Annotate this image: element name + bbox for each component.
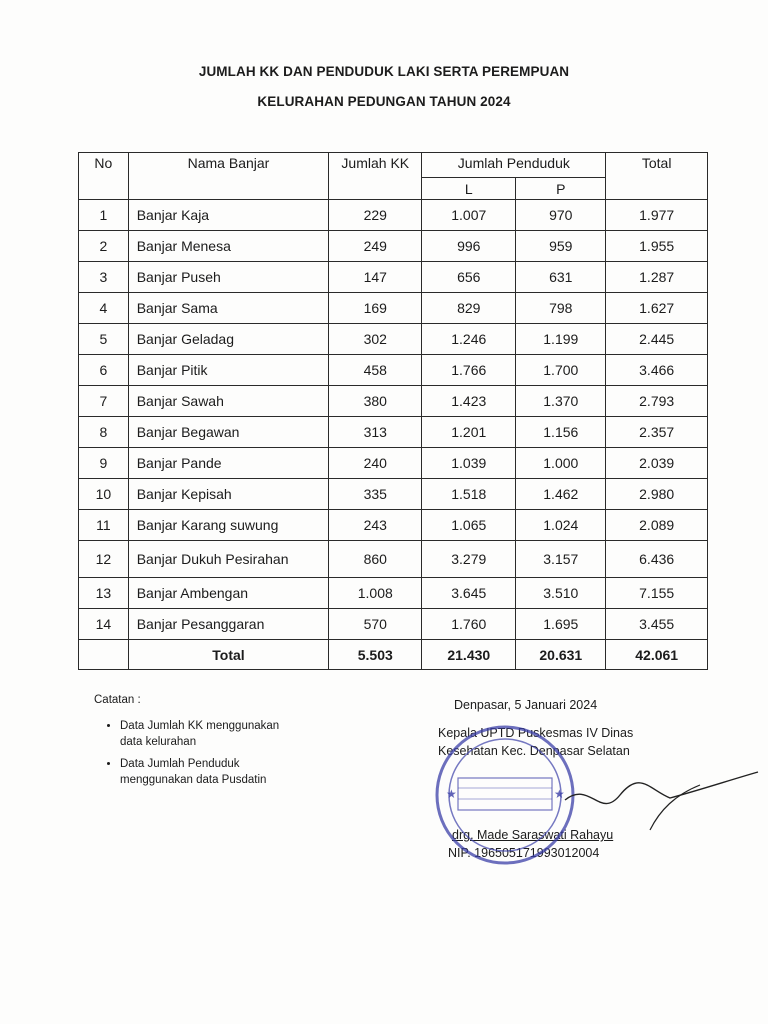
cell-p: 1.462: [516, 479, 606, 510]
cell-p: 1.370: [516, 386, 606, 417]
cell-name: Banjar Ambengan: [128, 578, 329, 609]
cell-no: 6: [79, 355, 129, 386]
header-penduduk: Jumlah Penduduk: [422, 153, 606, 178]
table-row: [79, 448, 708, 479]
cell-name: Banjar Pande: [128, 448, 329, 479]
cell-no: 10: [79, 479, 129, 510]
population-table: [78, 152, 708, 670]
table-row: [79, 200, 708, 231]
cell-name: Banjar Puseh: [128, 262, 329, 293]
cell-p: 631: [516, 262, 606, 293]
cell-p: 1.199: [516, 324, 606, 355]
cell-p: 959: [516, 231, 606, 262]
table-row: [79, 324, 708, 355]
cell-total: 2.980: [606, 479, 708, 510]
cell-no: 3: [79, 262, 129, 293]
cell-l: 996: [422, 231, 516, 262]
table-body: [79, 200, 708, 640]
cell-name: Banjar Pitik: [128, 355, 329, 386]
total-no-cell: [79, 640, 129, 670]
cell-l: 3.279: [422, 541, 516, 578]
cell-kk: 147: [329, 262, 422, 293]
note-item: • Data Jumlah KK menggunakan data kelurahan: [120, 718, 290, 750]
table-row: [79, 479, 708, 510]
cell-p: 798: [516, 293, 606, 324]
cell-p: 3.510: [516, 578, 606, 609]
document-title-line-1: JUMLAH KK DAN PENDUDUK LAKI SERTA PEREMPUAN: [198, 64, 570, 79]
header-l: L: [422, 178, 516, 200]
cell-no: 1: [79, 200, 129, 231]
cell-kk: 302: [329, 324, 422, 355]
cell-p: 970: [516, 200, 606, 231]
cell-no: 12: [79, 541, 129, 578]
signer-name: drg. Made Saraswati Rahayu: [452, 828, 614, 842]
table-row: [79, 262, 708, 293]
cell-p: 1.695: [516, 609, 606, 640]
cell-name: Banjar Begawan: [128, 417, 329, 448]
cell-kk: 458: [329, 355, 422, 386]
cell-l: 829: [422, 293, 516, 324]
table-row: [79, 386, 708, 417]
cell-kk: 243: [329, 510, 422, 541]
document-title-line-2: KELURAHAN PEDUNGAN TAHUN 2024: [257, 94, 511, 109]
cell-p: 1.700: [516, 355, 606, 386]
total-p: 20.631: [516, 640, 606, 670]
cell-no: 5: [79, 324, 129, 355]
cell-l: 1.065: [422, 510, 516, 541]
cell-total: 1.627: [606, 293, 708, 324]
header-name: Nama Banjar: [128, 153, 329, 200]
cell-name: Banjar Sama: [128, 293, 329, 324]
table-row: [79, 541, 708, 578]
cell-total: 2.445: [606, 324, 708, 355]
svg-text:★: ★: [554, 787, 565, 801]
cell-total: 3.455: [606, 609, 708, 640]
cell-name: Banjar Pesanggaran: [128, 609, 329, 640]
cell-kk: 335: [329, 479, 422, 510]
cell-p: 1.156: [516, 417, 606, 448]
total-total: 42.061: [606, 640, 708, 670]
cell-p: 1.000: [516, 448, 606, 479]
note-item: • Data Jumlah Penduduk menggunakan data Pusdatin: [120, 756, 290, 788]
cell-l: 1.760: [422, 609, 516, 640]
cell-l: 1.246: [422, 324, 516, 355]
cell-l: 1.201: [422, 417, 516, 448]
cell-name: Banjar Karang suwung: [128, 510, 329, 541]
table-row: [79, 609, 708, 640]
cell-no: 2: [79, 231, 129, 262]
cell-total: 2.357: [606, 417, 708, 448]
cell-total: 3.466: [606, 355, 708, 386]
cell-total: 1.977: [606, 200, 708, 231]
cell-l: 1.518: [422, 479, 516, 510]
table-row: [79, 231, 708, 262]
cell-kk: 313: [329, 417, 422, 448]
notes-list: [94, 718, 290, 788]
cell-no: 8: [79, 417, 129, 448]
cell-total: 7.155: [606, 578, 708, 609]
cell-total: 1.955: [606, 231, 708, 262]
cell-no: 4: [79, 293, 129, 324]
notes-heading: Catatan :: [94, 694, 141, 706]
header-kk: Jumlah KK: [329, 153, 422, 200]
handwritten-signature-icon: [560, 760, 760, 840]
cell-l: 1.039: [422, 448, 516, 479]
header-no: No: [79, 153, 129, 200]
cell-kk: 249: [329, 231, 422, 262]
header-total: Total: [606, 153, 708, 200]
cell-total: 2.089: [606, 510, 708, 541]
cell-name: Banjar Dukuh Pesirahan: [128, 541, 329, 578]
cell-kk: 570: [329, 609, 422, 640]
cell-p: 3.157: [516, 541, 606, 578]
header-p: P: [516, 178, 606, 200]
cell-kk: 1.008: [329, 578, 422, 609]
total-label: Total: [128, 640, 329, 670]
cell-kk: 860: [329, 541, 422, 578]
cell-total: 6.436: [606, 541, 708, 578]
signer-nip: NIP. 196505171993012004: [448, 846, 600, 860]
signer-role: Kepala UPTD Puskesmas IV Dinas Kesehatan Kec. Denpasar Selatan: [438, 726, 634, 758]
cell-kk: 380: [329, 386, 422, 417]
cell-no: 9: [79, 448, 129, 479]
table-row: [79, 355, 708, 386]
cell-l: 1.007: [422, 200, 516, 231]
table-row: [79, 293, 708, 324]
cell-no: 11: [79, 510, 129, 541]
cell-kk: 240: [329, 448, 422, 479]
svg-text:★: ★: [446, 787, 457, 801]
cell-p: 1.024: [516, 510, 606, 541]
cell-no: 14: [79, 609, 129, 640]
cell-name: Banjar Menesa: [128, 231, 329, 262]
cell-name: Banjar Sawah: [128, 386, 329, 417]
cell-total: 1.287: [606, 262, 708, 293]
cell-l: 1.423: [422, 386, 516, 417]
notes-section: [94, 694, 290, 794]
cell-l: 1.766: [422, 355, 516, 386]
cell-total: 2.039: [606, 448, 708, 479]
cell-name: Banjar Kepisah: [128, 479, 329, 510]
cell-name: Banjar Geladag: [128, 324, 329, 355]
table-row: [79, 578, 708, 609]
total-kk: 5.503: [329, 640, 422, 670]
cell-no: 7: [79, 386, 129, 417]
place-date: Denpasar, 5 Januari 2024: [454, 698, 598, 712]
cell-total: 2.793: [606, 386, 708, 417]
cell-no: 13: [79, 578, 129, 609]
table-row: [79, 417, 708, 448]
cell-kk: 229: [329, 200, 422, 231]
cell-l: 656: [422, 262, 516, 293]
total-l: 21.430: [422, 640, 516, 670]
official-stamp-icon: [430, 720, 580, 870]
total-row: [79, 640, 708, 670]
cell-kk: 169: [329, 293, 422, 324]
cell-l: 3.645: [422, 578, 516, 609]
cell-name: Banjar Kaja: [128, 200, 329, 231]
table-row: [79, 510, 708, 541]
